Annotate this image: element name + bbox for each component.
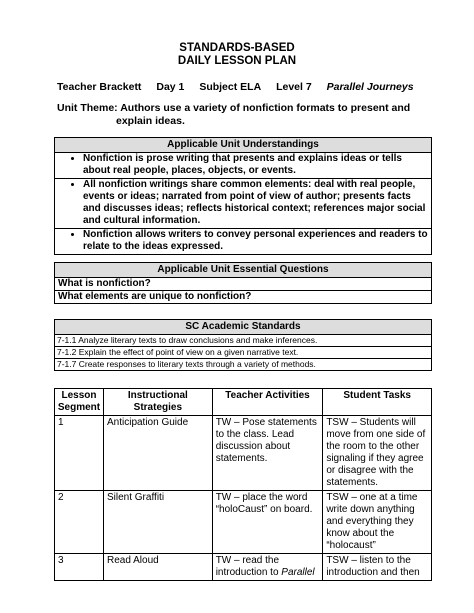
- header-teacher-activities: Teacher Activities: [212, 389, 323, 416]
- segment-number: 3: [55, 554, 104, 581]
- title-line-1: STANDARDS-BASED: [179, 42, 295, 54]
- standard-row: 7-1.1 Analyze literary texts to draw conclusions and make inferences.: [55, 335, 432, 347]
- teacher-activity-text: TW – read the introduction to: [215, 555, 280, 578]
- understandings-table: [54, 137, 432, 255]
- standard-row: 7-1.2 Explain the effect of point of view on a given narrative text.: [55, 347, 432, 359]
- student-task-cell: TSW – one at a time write down anything and everything they know about the “holocaust”: [323, 491, 432, 554]
- subject-label: Subject ELA: [199, 81, 262, 93]
- essential-questions-table: [54, 262, 432, 304]
- day-label: Day 1: [156, 81, 185, 93]
- teacher-activity-cell: [212, 554, 323, 581]
- level-label: Level 7: [276, 81, 312, 93]
- title-line-2: DAILY LESSON PLAN: [177, 55, 297, 67]
- header-lesson-segment: Lesson Segment: [55, 389, 104, 416]
- standard-row: 7-1.7 Create responses to literary texts through a variety of methods.: [55, 359, 432, 371]
- italic-book-title: Parallel: [281, 567, 315, 578]
- unit-title: Parallel Journeys: [326, 81, 414, 93]
- table-row: [55, 491, 432, 554]
- understanding-cell: [55, 229, 432, 255]
- understanding-item: • Nonfiction is prose writing that presents and explains ideas or tells about real people, places, objects, or events.: [83, 153, 428, 177]
- segment-number: 2: [55, 491, 104, 554]
- table-row: [55, 554, 432, 581]
- teacher-activity-cell: TW – Pose statements to the class. Lead discussion about statements.: [212, 416, 323, 491]
- header-instructional-strategies: Instructional Strategies: [103, 389, 212, 416]
- strategy-cell: Silent Graffiti: [103, 491, 212, 554]
- lesson-segments-table: [54, 388, 432, 581]
- question-row: What elements are unique to nonfiction?: [55, 291, 432, 304]
- teacher-name: Teacher Brackett: [57, 81, 142, 93]
- teacher-activity-cell: TW – place the word “holoCaust” on board.: [212, 491, 323, 554]
- question-row: What is nonfiction?: [55, 278, 432, 291]
- understanding-item: • Nonfiction allows writers to convey personal experiences and readers to relate to the ideas expressed.: [83, 229, 428, 253]
- strategy-cell: Anticipation Guide: [103, 416, 212, 491]
- understanding-cell: [55, 179, 432, 229]
- understandings-heading: Applicable Unit Understandings: [55, 138, 432, 153]
- strategy-cell: Read Aloud: [103, 554, 212, 581]
- table-row: [55, 416, 432, 491]
- understanding-cell: [55, 153, 432, 179]
- unit-theme-line-1: Unit Theme: Authors use a variety of nonfiction formats to present and: [57, 102, 411, 114]
- segment-number: 1: [55, 416, 104, 491]
- unit-theme-line-2: explain ideas.: [116, 115, 185, 127]
- student-task-cell: TSW – listen to the introduction and then: [323, 554, 432, 581]
- standards-heading: SC Academic Standards: [55, 320, 432, 335]
- understanding-item: • All nonfiction writings share common elements: deal with real people, events or ideas; narrated from point of view of author; presents facts and discusses ideas; reflects historical context; references major social and cultural information.: [83, 179, 428, 227]
- teacher-info-line: [57, 81, 426, 93]
- document-title: [0, 42, 474, 68]
- questions-heading: Applicable Unit Essential Questions: [55, 263, 432, 278]
- student-task-cell: TSW – Students will move from one side of the room to the other signaling if they agree or disagree with the statements.: [323, 416, 432, 491]
- header-student-tasks: Student Tasks: [323, 389, 432, 416]
- standards-table: [54, 319, 432, 371]
- unit-theme: [57, 102, 437, 128]
